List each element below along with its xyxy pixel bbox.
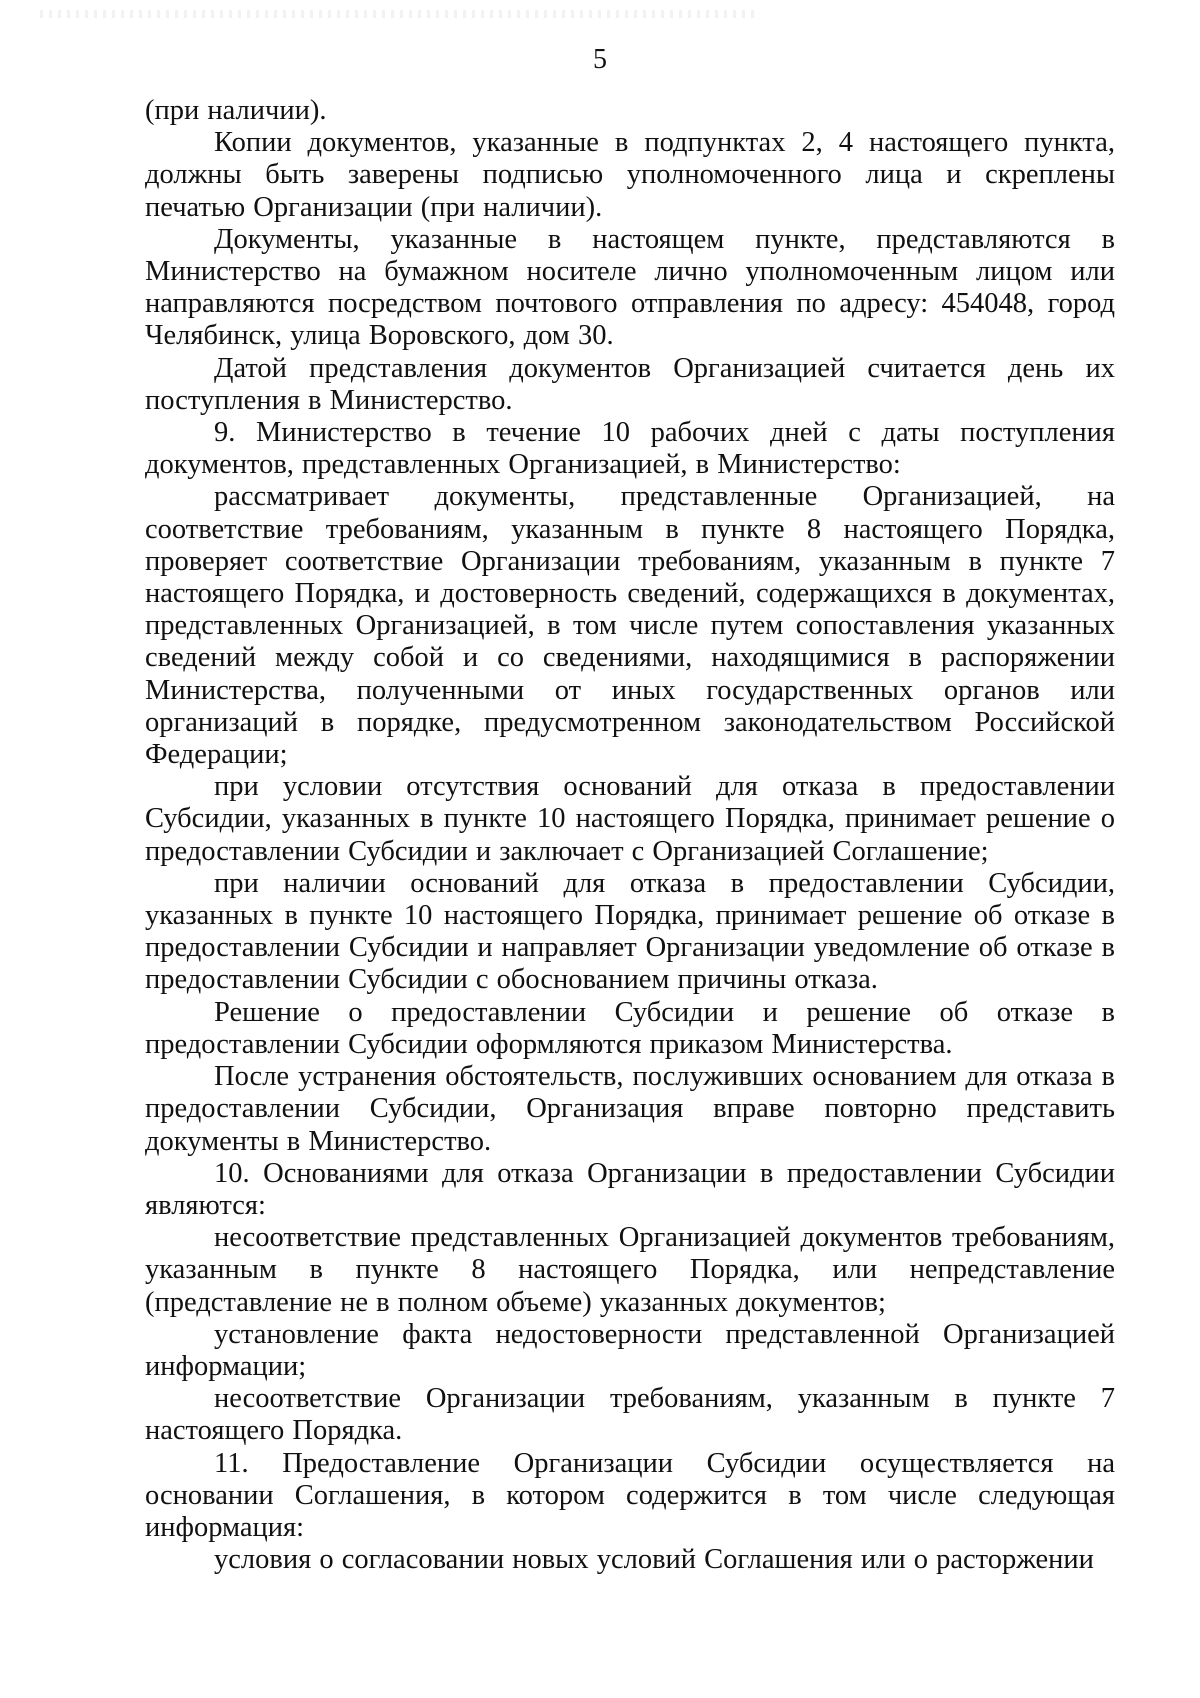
paragraph: при наличии оснований для отказа в предоставлении Субсидии, указанных в пункте 10 настоящего Порядка, принимает решение об отказе в предоставлении Субсидии и направляет Организации уведомление об отказе в предоставлении Субсидии с обоснованием причины отказа.: [145, 867, 1115, 996]
paragraph: После устранения обстоятельств, послуживших основанием для отказа в предоставлении Субсидии, Организация вправе повторно представить документы в Министерство.: [145, 1061, 1115, 1157]
paragraph: (при наличии).: [145, 95, 327, 126]
paragraph: 10. Основаниями для отказа Организации в предоставлении Субсидии являются:: [145, 1157, 1115, 1221]
paragraph: 9. Министерство в течение 10 рабочих дней с даты поступления документов, представленных Организацией, в Министерство:: [145, 417, 1115, 481]
paragraph: Копии документов, указанные в подпунктах 2, 4 настоящего пункта, должны быть заверены подписью уполномоченного лица и скреплены печатью Организации (при наличии).: [145, 127, 1115, 223]
page-number: 5: [593, 44, 607, 75]
paragraph: несоответствие Организации требованиям, указанным в пункте 7 настоящего Порядка.: [145, 1383, 1115, 1447]
scan-artifact: [40, 10, 760, 18]
paragraph: несоответствие представленных Организацией документов требованиям, указанным в пункте 8 настоящего Порядка, или непредставление (представление не в полном объеме) указанных документов;: [145, 1222, 1115, 1318]
paragraph: 11. Предоставление Организации Субсидии осуществляется на основании Соглашения, в котором содержится в том числе следующая информация:: [145, 1447, 1115, 1543]
paragraph: Решение о предоставлении Субсидии и решение об отказе в предоставлении Субсидии оформляются приказом Министерства.: [145, 996, 1115, 1060]
document-body: [145, 95, 1115, 1576]
paragraph: рассматривает документы, представленные Организацией, на соответствие требованиям, указанным в пункте 8 настоящего Порядка, проверяет соответствие Организации требованиям, указанным в пункте 7 настоящего Порядка, и достоверность сведений, содержащихся в документах, представленных Организацией, в том числе путем сопоставления указанных сведений между собой и со сведениями, находящимися в распоряжении Министерства, полученными от иных государственных органов или организаций в порядке, предусмотренном законодательством Российской Федерации;: [145, 481, 1115, 771]
paragraph: условия о согласовании новых условий Соглашения или о расторжении: [214, 1544, 1094, 1576]
paragraph: Документы, указанные в настоящем пункте, представляются в Министерство на бумажном носителе лично уполномоченным лицом или направляются посредством почтового отправления по адресу: 454048, город Челябинск, улица Воровского, дом 30.: [145, 223, 1115, 352]
paragraph: Датой представления документов Организацией считается день их поступления в Министерство.: [145, 352, 1115, 416]
paragraph: при условии отсутствия оснований для отказа в предоставлении Субсидии, указанных в пункте 10 настоящего Порядка, принимает решение о предоставлении Субсидии и заключает с Организацией Соглашение;: [145, 771, 1115, 867]
paragraph: установление факта недостоверности представленной Организацией информации;: [145, 1318, 1115, 1382]
